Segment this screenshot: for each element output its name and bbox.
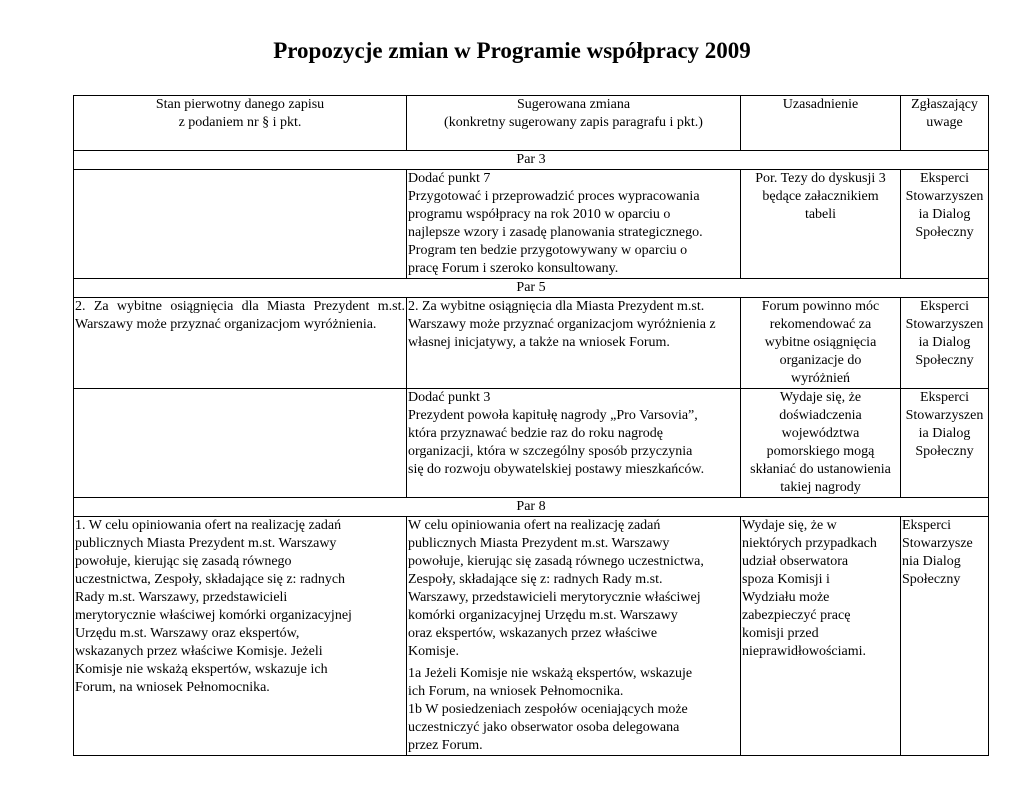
change-line: oraz ekspertów, wskazanych przez właściwe bbox=[408, 626, 658, 641]
reason-line: będące załacznikiem bbox=[762, 189, 879, 204]
author-line: Stowarzyszen bbox=[905, 317, 984, 332]
original-line: uczestnictwa, Zespoły, składające się z: radnych bbox=[75, 572, 346, 587]
change-line: przez Forum. bbox=[408, 738, 483, 753]
change-line: Komisje. bbox=[408, 644, 459, 659]
author-line: Eksperci bbox=[920, 390, 969, 405]
change-line: uczestniczyć jako obserwator osoba delegowana bbox=[408, 720, 680, 735]
change-line: komórki organizacyjnej Urzędu m.st. Warszawy bbox=[408, 608, 678, 623]
original-cell: 2. Za wybitne osiągnięcia dla Miasta Prezydent m.st. Warszawy może przyznać organizacjom wyróżnienia. bbox=[74, 298, 407, 389]
table-row bbox=[74, 170, 989, 279]
change-line: Prezydent powoła kapitułę nagrody „Pro Varsovia”, bbox=[408, 408, 698, 423]
change-line: ich Forum, na wniosek Pełnomocnika. bbox=[408, 684, 624, 699]
reason-line: zabezpieczyć pracę bbox=[742, 608, 851, 623]
original-line: Urzędu m.st. Warszawy oraz ekspertów, bbox=[75, 626, 300, 641]
reason-line: takiej nagrody bbox=[780, 480, 861, 495]
change-cell: 2. Za wybitne osiągnięcia dla Miasta Prezydent m.st. Warszawy może przyznać organizacjom wyróżnienia z własnej inicjatywy, a także na wniosek Forum. bbox=[407, 298, 741, 389]
header-author-cell bbox=[901, 96, 989, 151]
reason-cell bbox=[741, 517, 901, 756]
section-label: Par 8 bbox=[74, 498, 989, 517]
header-change-cell bbox=[407, 96, 741, 151]
reason-line: udział obserwatora bbox=[742, 554, 849, 569]
reason-line: Wydziału może bbox=[742, 590, 830, 605]
original-line: publicznych Miasta Prezydent m.st. Warszawy bbox=[75, 536, 337, 551]
reason-line: wyróżnień bbox=[790, 371, 851, 386]
reason-line: tabeli bbox=[804, 207, 837, 222]
table-row bbox=[74, 298, 989, 389]
author-line: Stowarzyszen bbox=[905, 189, 984, 204]
header-original-line: Stan pierwotny danego zapisu bbox=[155, 97, 325, 112]
change-line: Zespoły, składające się z: radnych Rady m.st. bbox=[408, 572, 663, 587]
change-line: najlepsze wzory i zasadę planowania strategicznego. bbox=[408, 225, 703, 240]
original-line: powołuje, kierując się zasadą równego bbox=[75, 554, 292, 569]
header-original-cell bbox=[74, 96, 407, 151]
change-line: Warszawy, przedstawicieli merytorycznie właściwej bbox=[408, 590, 701, 605]
original-line: wskazanych przez właściwe Komisje. Jeżeli bbox=[75, 644, 323, 659]
section-row-par5 bbox=[74, 279, 989, 298]
change-line: Program ten bedzie przygotowywany w oparciu o bbox=[408, 243, 688, 258]
change-cell bbox=[407, 170, 741, 279]
header-author-line: Zgłaszający bbox=[911, 97, 978, 112]
table-header-row bbox=[74, 96, 989, 151]
section-row-par8 bbox=[74, 498, 989, 517]
change-line: organizacji, która w szczególny sposób przyczynia bbox=[408, 444, 693, 459]
reason-cell bbox=[741, 389, 901, 498]
author-line: ia Dialog bbox=[918, 335, 971, 350]
original-cell bbox=[74, 170, 407, 279]
author-line: Eksperci bbox=[920, 171, 969, 186]
reason-line: pomorskiego mogą bbox=[766, 444, 875, 459]
original-line: merytorycznie właściwej komórki organizacyjnej bbox=[75, 608, 352, 623]
reason-line: organizacje do bbox=[779, 353, 862, 368]
change-line: Przygotować i przeprowadzić proces wypracowania bbox=[408, 189, 700, 204]
author-line: Stowarzysze bbox=[902, 536, 973, 551]
change-line: W celu opiniowania ofert na realizację zadań bbox=[408, 518, 661, 533]
author-line: Społeczny bbox=[902, 572, 961, 587]
reason-line: województwa bbox=[781, 426, 860, 441]
section-label: Par 5 bbox=[74, 279, 989, 298]
reason-line: niektórych przypadkach bbox=[742, 536, 877, 551]
original-line: 1. W celu opiniowania ofert na realizację zadań bbox=[75, 518, 342, 533]
change-line: publicznych Miasta Prezydent m.st. Warszawy bbox=[408, 536, 670, 551]
change-line: pracę Forum i szeroko konsultowany. bbox=[408, 261, 619, 276]
proposals-table bbox=[73, 95, 989, 756]
change-line: 1a Jeżeli Komisje nie wskażą ekspertów, wskazuje bbox=[408, 666, 693, 681]
original-line: Rady m.st. Warszawy, przedstawicieli bbox=[75, 590, 288, 605]
original-cell bbox=[74, 389, 407, 498]
table-row bbox=[74, 517, 989, 756]
change-line: Dodać punkt 3 bbox=[408, 390, 491, 405]
author-cell bbox=[901, 298, 989, 389]
reason-line: skłaniać do ustanowienia bbox=[750, 462, 891, 477]
author-line: Społeczny bbox=[915, 353, 974, 368]
change-line: powołuje, kierując się zasadą równego uczestnictwa, bbox=[408, 554, 704, 569]
reason-line: Wydaje się, że w bbox=[742, 518, 837, 533]
author-line: ia Dialog bbox=[918, 426, 971, 441]
header-change-line: Sugerowana zmiana bbox=[516, 97, 631, 112]
change-line: się do rozwoju obywatelskiej postawy mieszkańców. bbox=[408, 462, 705, 477]
author-line: Społeczny bbox=[915, 444, 974, 459]
author-cell bbox=[901, 170, 989, 279]
original-line: Komisje nie wskażą ekspertów, wskazuje ich bbox=[75, 662, 328, 677]
original-line: Forum, na wniosek Pełnomocnika. bbox=[75, 680, 270, 695]
change-line: Dodać punkt 7 bbox=[408, 171, 491, 186]
original-cell bbox=[74, 517, 407, 756]
header-change-line: (konkretny sugerowany zapis paragrafu i pkt.) bbox=[444, 115, 703, 130]
reason-cell bbox=[741, 170, 901, 279]
author-cell bbox=[901, 517, 989, 756]
section-label: Par 3 bbox=[74, 151, 989, 170]
reason-line: rekomendować za bbox=[769, 317, 872, 332]
author-line: Stowarzyszen bbox=[905, 408, 984, 423]
author-line: Eksperci bbox=[902, 518, 951, 533]
reason-line: spoza Komisji i bbox=[742, 572, 830, 587]
change-line: 1b W posiedzeniach zespołów oceniających może bbox=[408, 702, 688, 717]
change-cell bbox=[407, 389, 741, 498]
header-original-line: z podaniem nr § i pkt. bbox=[178, 115, 302, 130]
reason-line: Por. Tezy do dyskusji 3 bbox=[755, 171, 886, 186]
reason-line: doświadczenia bbox=[779, 408, 862, 423]
author-line: nia Dialog bbox=[902, 554, 961, 569]
header-reason-label: Uzasadnienie bbox=[782, 97, 859, 112]
author-line: Eksperci bbox=[920, 299, 969, 314]
reason-line: Wydaje się, że bbox=[779, 390, 862, 405]
reason-line: wybitne osiągnięcia bbox=[764, 335, 877, 350]
author-line: Społeczny bbox=[915, 225, 974, 240]
header-author-line: uwage bbox=[926, 115, 963, 130]
reason-line: Forum powinno móc bbox=[761, 299, 880, 314]
author-line: ia Dialog bbox=[918, 207, 971, 222]
reason-line: komisji przed bbox=[742, 626, 819, 641]
document-title: Propozycje zmian w Programie współpracy 2009 bbox=[273, 38, 751, 63]
table-row bbox=[74, 389, 989, 498]
author-cell bbox=[901, 389, 989, 498]
change-line: która przyznawać bedzie raz do roku nagrodę bbox=[408, 426, 663, 441]
reason-line: nieprawidłowościami. bbox=[742, 644, 867, 659]
section-row-par3 bbox=[74, 151, 989, 170]
change-line: programu współpracy na rok 2010 w oparciu o bbox=[408, 207, 671, 222]
reason-cell bbox=[741, 298, 901, 389]
header-reason-cell bbox=[741, 96, 901, 151]
change-cell bbox=[407, 517, 741, 756]
